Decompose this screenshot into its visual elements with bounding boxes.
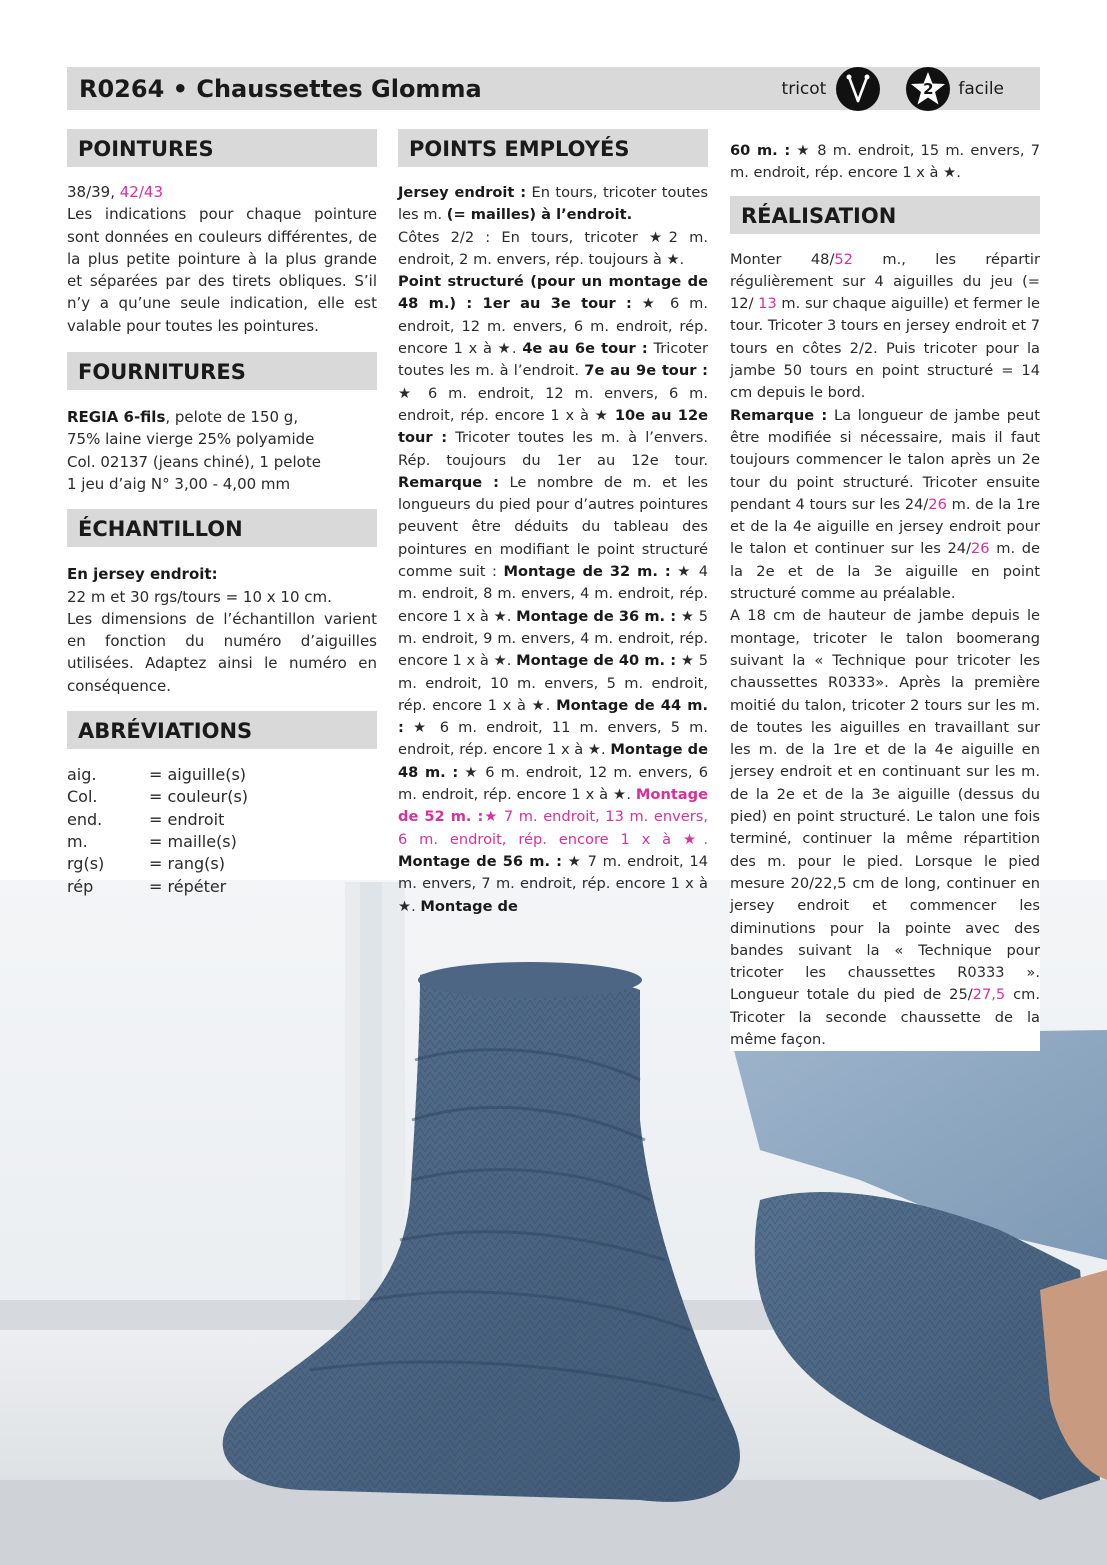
header-bar xyxy=(67,67,1040,110)
abbr-key: aig. xyxy=(67,765,97,785)
fournitures-body xyxy=(67,406,377,495)
abbr-key: rép xyxy=(67,876,94,896)
jersey-bold: (= mailles) à l’endroit. xyxy=(446,206,633,224)
knitting-needles-icon xyxy=(836,67,880,111)
list-item xyxy=(67,786,377,808)
fournitures-heading: FOURNITURES xyxy=(67,352,377,390)
r-p1e: m. sur chaque aiguille) et fermer le tour. Tricoter 3 tours en jersey endroit et 7 tours en côtes 2/2. Puis tricoter pour la jambe 50 tours en point structuré = 14 cm depuis le bord. xyxy=(730,295,1040,402)
m40-label: Montage de 40 m. : xyxy=(516,652,677,670)
ps-rows-7-9: ★ 6 m. endroit, 12 m. envers, 6 m. endroit, rép. encore 1 x à ★ xyxy=(398,384,708,424)
ps-rows-1-3: ★ 6 m. endroit, 12 m. envers, 6 m. endroit, rép. encore 1 x à ★. xyxy=(398,295,708,358)
difficulty-label: facile xyxy=(958,79,1004,99)
remark-text: Le nombre de m. et les longueurs du pied pour d’autres pointures peuvent être déduits du tableau des pointures en modifiant le point structuré comme suit : xyxy=(398,473,708,581)
ps-4-label: 4e au 6e tour : xyxy=(522,340,648,358)
m36-label: Montage de 36 m. : xyxy=(516,607,677,625)
m52-label: Montage de 52 m. : xyxy=(398,786,708,826)
column-middle xyxy=(398,129,708,918)
realisation-heading: RÉALISATION xyxy=(730,196,1040,234)
points-body xyxy=(398,182,708,918)
abbr-value: = endroit xyxy=(149,809,225,829)
point-structure-paragraph xyxy=(398,271,708,918)
ps-rows-10-12: Tricoter toutes les m. à l’envers. Rép. toujours du 1er au 12e tour. xyxy=(398,429,708,469)
r-p2e: m. de la 2e et de la 3e aiguille en point structuré comme au préalable. xyxy=(730,540,1040,603)
yarn-name: REGIA 6-fils xyxy=(67,408,166,427)
column-left xyxy=(67,129,377,898)
abbr-key: end. xyxy=(67,809,103,829)
size-small: 38/39, xyxy=(67,183,120,201)
m48-label: Montage de 48 m. : xyxy=(398,741,708,781)
m32-text: ★ 4 m. endroit, 8 m. envers, 4 m. endroit, rép. encore 1 x à ★. xyxy=(398,563,709,625)
cotes-text: Côtes 2/2 : En tours, tricoter ★2 m. endroit, 2 m. envers, rép. toujours à ★. xyxy=(398,228,708,268)
m44-text: ★ 6 m. endroit, 11 m. envers, 5 m. endroit, rép. encore 1 x à ★. xyxy=(398,719,708,759)
r-p1d: 13 xyxy=(758,295,777,313)
r-p2c: m. de la 1re et de la 4e aiguille en jersey endroit pour le talon et continuer sur les 24/ xyxy=(730,495,1040,558)
echantillon-subhead: En jersey endroit: xyxy=(67,565,218,584)
points-heading: POINTS EMPLOYÉS xyxy=(398,129,708,167)
echantillon-gauge: 22 m et 30 rgs/tours = 10 x 10 cm. xyxy=(67,587,332,606)
echantillon-text: Les dimensions de l’échantillon varient en fonction du numéro d’aiguilles utilisées. Adaptez ainsi le numéro en conséquence. xyxy=(67,609,377,695)
r-remark-label: Remarque : xyxy=(730,406,828,424)
ps-rows-4-6: Tricoter toutes les m. à l’endroit. xyxy=(398,340,708,380)
ps-10-label: 10e au 12e tour : xyxy=(398,406,708,447)
list-item xyxy=(67,876,377,898)
echantillon-body xyxy=(67,563,377,697)
abbr-value: = répéter xyxy=(149,876,227,896)
list-item xyxy=(67,853,377,875)
r-p1b: 52 xyxy=(834,250,853,268)
abbr-value: = couleur(s) xyxy=(149,787,249,807)
remark-label: Remarque : xyxy=(398,473,499,491)
craft-label: tricot xyxy=(781,79,827,99)
m56-text: ★ 7 m. endroit, 14 m. envers, 7 m. endroit, rép. encore 1 x à ★. xyxy=(398,852,708,915)
list-item xyxy=(67,764,377,786)
abreviations-heading: ABRÉVIATIONS xyxy=(67,711,377,749)
jersey-label: Jersey endroit : xyxy=(398,184,527,201)
r-p2a: La longueur de jambe peut être modifiée si nécessaire, mais il faut toujours commencer le talon après un 2e tour du point structuré. Tricoter ensuite pendant 4 tours sur les 24/ xyxy=(730,406,1040,513)
points-continued xyxy=(730,140,1040,185)
m32-label: Montage de 32 m. : xyxy=(503,563,671,581)
difficulty-number: 2 xyxy=(923,80,934,98)
m40-text: ★ 5 m. endroit, 10 m. envers, 5 m. endroit, rép. encore 1 x à ★. xyxy=(398,652,708,714)
yarn-composition: 75% laine vierge 25% polyamide xyxy=(67,430,315,449)
m36-text: ★ 5 m. endroit, 9 m. envers, 4 m. endroit, rép. encore 1 x à ★. xyxy=(398,607,708,670)
m48-text: ★ 6 m. endroit, 12 m. envers, 6 m. endroit, rép. encore 1 x à ★. xyxy=(398,763,708,804)
abbreviation-list xyxy=(67,764,377,898)
abbr-key: Col. xyxy=(67,787,98,807)
m60-label-end: 60 m. : xyxy=(730,142,791,159)
r-p1c: m., les répartir régulièrement sur 4 aiguilles du jeu (= 12/ xyxy=(730,250,1040,313)
list-item xyxy=(67,831,377,853)
difficulty-star-icon xyxy=(906,67,950,111)
m52-text: ★ 7 m. endroit, 13 m. envers, 6 m. endroit, rép. encore 1 x à ★. xyxy=(398,808,708,848)
ps-7-label: 7e au 9e tour : xyxy=(584,362,708,380)
abbr-key: m. xyxy=(67,831,88,851)
yarn-color: Col. 02137 (jeans chiné), 1 pelote xyxy=(67,452,321,471)
header-badges xyxy=(782,69,1004,109)
size-large: 42/43 xyxy=(119,183,163,201)
r-p3a: A 18 cm de hauteur de jambe depuis le montage, tricoter le talon boomerang suivant la « Technique pour tricoter les chaussettes R0333». Après la première moitié du talon, tricoter 2 tours sur les m. de toutes les aiguilles en travaillant sur les m. de la 1re et de la 4e aiguille en jersey endroit et en continuant sur les m. de la 2e et de la 3e aiguille (dessus du pied) en point structuré. Le talon une fois terminé, continuer la même répartition des m. pour le pied. Lorsque le pied mesure 20/22,5 cm de long, continuer en jersey endroit et commencer les diminutions pour la pointe avec des bandes suivant la « Technique pour tricoter les chaussettes R0333 ». Longueur totale du pied de 25/ xyxy=(730,607,1040,1004)
abbr-value: = aiguille(s) xyxy=(149,765,247,785)
abbr-value: = maille(s) xyxy=(149,831,237,851)
list-item xyxy=(67,809,377,831)
pointures-text: Les indications pour chaque pointure sont données en couleurs différentes, de la plus petite pointure à la plus grande et séparées par des tirets obliques. S’il n’y a qu’une seule indication, elle est valable pour toutes les pointures. xyxy=(67,205,377,335)
r-p2b: 26 xyxy=(928,495,947,513)
m60-label-start: Montage de xyxy=(420,897,518,915)
m60-text: ★ 8 m. endroit, 15 m. envers, 7 m. endroit, rép. encore 1 x à ★. xyxy=(730,142,1040,182)
yarn-details: , pelote de 150 g, xyxy=(165,408,299,427)
abbr-key: rg(s) xyxy=(67,854,105,874)
r-p2d: 26 xyxy=(971,540,990,558)
r-p3b: 27,5 xyxy=(972,986,1006,1004)
m56-label: Montage de 56 m. : xyxy=(398,852,562,870)
ps-label: Point structuré (pour un montage de 48 m.) : 1er au 3e tour : xyxy=(398,273,708,313)
realisation-body xyxy=(730,249,1040,1052)
m44-label: Montage de 44 m. : xyxy=(398,696,708,737)
abbr-value: = rang(s) xyxy=(149,854,225,874)
page-title: R0264 • Chaussettes Glomma xyxy=(79,75,482,103)
r-p1a: Monter 48/ xyxy=(730,250,835,268)
jersey-text: En tours, tricoter toutes les m. xyxy=(398,184,708,224)
pointures-heading: POINTURES xyxy=(67,129,377,167)
echantillon-heading: ÉCHANTILLON xyxy=(67,509,377,547)
pointures-body xyxy=(67,181,377,337)
column-right xyxy=(730,140,1040,1051)
needles: 1 jeu d’aig N° 3,00 - 4,00 mm xyxy=(67,474,291,493)
r-p3c: cm. Tricoter la seconde chaussette de la même façon. xyxy=(730,986,1040,1048)
